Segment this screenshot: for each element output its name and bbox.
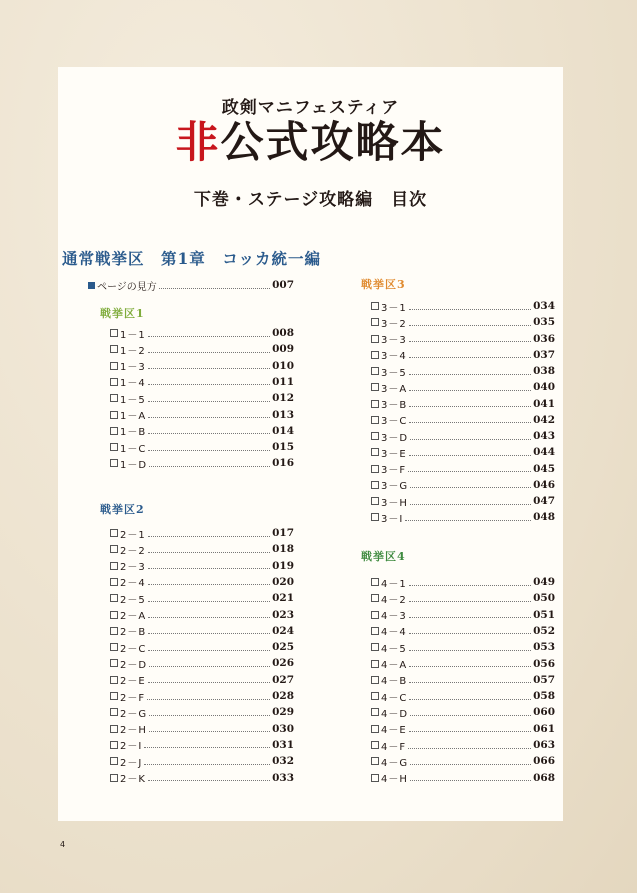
toc-entry[interactable] [371, 771, 555, 785]
toc-entry-label: 1－4 [120, 378, 146, 390]
toc-entry-page: 063 [533, 739, 555, 751]
toc-entry-page: 057 [533, 673, 555, 686]
toc-entry[interactable] [110, 440, 294, 454]
leader-dots [405, 520, 531, 521]
leader-dots [148, 536, 270, 537]
toc-entry[interactable] [110, 359, 294, 373]
toc-entry[interactable] [110, 375, 294, 389]
leader-dots [148, 682, 270, 683]
toc-entry-page: 035 [533, 316, 555, 329]
leader-dots [409, 617, 531, 618]
toc-entry[interactable] [110, 771, 294, 785]
toc-entry[interactable] [110, 326, 294, 340]
toc-entry-page: 051 [533, 608, 555, 621]
toc-entry-label: 3－3 [381, 335, 407, 346]
toc-entry[interactable] [371, 299, 555, 313]
checkbox-icon [371, 416, 379, 424]
toc-entry[interactable] [110, 640, 294, 654]
super-title: 政剣マニフェスティア [221, 98, 400, 118]
toc-entry[interactable] [371, 575, 555, 589]
checkbox-icon [110, 545, 118, 553]
checkbox-icon [371, 627, 379, 635]
toc-entry-label: 2－I [120, 741, 143, 753]
toc-entry-label: 4－2 [381, 594, 407, 606]
checkbox-icon [371, 302, 379, 310]
toc-entry-page: 066 [533, 755, 555, 768]
leader-dots [149, 466, 270, 467]
toc-entry[interactable] [110, 624, 294, 638]
toc-entry[interactable] [371, 413, 555, 427]
leader-dots [409, 682, 531, 683]
toc-entry-page: 044 [533, 446, 555, 459]
leader-dots [409, 422, 531, 423]
toc-entry-page: 034 [533, 300, 555, 312]
toc-entry[interactable] [371, 657, 555, 671]
toc-entry[interactable] [371, 624, 555, 638]
toc-subtitle: 下巻・ステージ攻略編 目次 [193, 190, 428, 210]
toc-entry-label: 3－5 [381, 367, 407, 379]
toc-entry-page: 017 [272, 527, 294, 539]
checkbox-icon [110, 329, 118, 337]
leader-dots [410, 504, 531, 505]
toc-entry-label: 1－1 [120, 329, 146, 341]
toc-entry-label: 2－K [120, 774, 146, 785]
toc-entry-label: 2－D [120, 659, 148, 671]
toc-entry-page: 031 [272, 738, 294, 751]
toc-entry-page: 019 [272, 559, 294, 572]
checkbox-icon [371, 774, 379, 782]
toc-entry[interactable] [371, 478, 555, 492]
toc-entry-label: 2－J [120, 757, 143, 769]
checkbox-icon [110, 378, 118, 386]
checkbox-icon [110, 529, 118, 537]
toc-entry-label: 1－B [120, 427, 147, 439]
toc-entry[interactable] [371, 494, 555, 508]
checkbox-icon [110, 627, 118, 635]
checkbox-icon [371, 708, 379, 716]
toc-entry-page: 058 [533, 690, 555, 703]
toc-entry-label: 2－C [120, 643, 147, 655]
toc-entry-label: 2－E [120, 676, 146, 688]
checkbox-icon [110, 394, 118, 402]
toc-entry[interactable] [110, 424, 294, 438]
checkbox-icon [371, 318, 379, 326]
toc-entry[interactable] [371, 445, 555, 459]
toc-entry[interactable] [371, 591, 555, 605]
leader-dots [410, 715, 531, 716]
checkbox-icon [371, 351, 379, 359]
toc-entry-label: 4－H [381, 774, 408, 786]
toc-entry-label: 1－2 [120, 345, 146, 357]
leader-dots [148, 417, 270, 418]
leader-dots [410, 439, 531, 440]
toc-entry-page: 056 [533, 657, 555, 670]
leader-dots [409, 309, 531, 310]
leader-dots [148, 552, 270, 553]
toc-entry-page: 032 [272, 755, 294, 768]
toc-entry-page: 012 [272, 392, 294, 405]
toc-entry-label: 2－3 [120, 562, 146, 574]
toc-entry-page: 046 [533, 478, 555, 491]
toc-entry[interactable] [110, 738, 294, 752]
leader-dots [148, 568, 270, 569]
toc-entry[interactable] [371, 673, 555, 687]
leader-dots [148, 368, 270, 369]
toc-entry-label: 4－4 [381, 627, 407, 639]
leader-dots [409, 357, 531, 358]
toc-entry[interactable] [110, 673, 294, 687]
leader-dots [148, 584, 270, 585]
checkbox-icon [110, 659, 118, 667]
toc-entry-page: 040 [533, 381, 555, 394]
leader-dots [410, 487, 531, 488]
leader-dots [409, 601, 531, 602]
checkbox-icon [110, 411, 118, 419]
leader-dots [148, 401, 270, 402]
toc-entry-label: 3－C [381, 416, 408, 428]
toc-entry-label: 4－G [381, 757, 409, 769]
checkbox-icon [110, 427, 118, 435]
toc-entry-page: 036 [533, 332, 555, 345]
toc-entry[interactable] [110, 526, 294, 540]
toc-entry[interactable] [371, 689, 555, 703]
checkbox-icon [371, 611, 379, 619]
leader-dots [409, 341, 531, 342]
toc-entry[interactable] [110, 722, 294, 736]
toc-entry-label: 3－B [381, 400, 408, 411]
toc-entry-label: 2－H [120, 725, 147, 737]
toc-entry-label: 4－1 [381, 578, 407, 590]
toc-entry[interactable] [371, 462, 555, 476]
checkbox-icon [110, 578, 118, 586]
toc-entry-label: 3－G [381, 481, 409, 493]
checkbox-icon [371, 497, 379, 505]
leader-dots [409, 633, 531, 634]
leader-dots [148, 650, 270, 651]
toc-entry[interactable] [110, 559, 294, 573]
leader-dots [147, 699, 270, 700]
toc-entry-label: 2－4 [120, 578, 146, 590]
checkbox-icon [371, 757, 379, 765]
leader-dots [409, 390, 531, 391]
toc-entry-label: 4－D [381, 708, 409, 720]
leader-dots [148, 617, 270, 618]
toc-entry-label: 1－3 [120, 362, 146, 374]
toc-entry-label: 3－E [381, 448, 407, 460]
toc-entry[interactable] [371, 722, 555, 736]
leader-dots [409, 374, 531, 375]
toc-entry-page: 050 [533, 592, 555, 605]
toc-entry-label: 2－1 [120, 529, 146, 541]
toc-entry-page: 060 [533, 706, 555, 719]
toc-entry-label: 4－B [381, 676, 408, 688]
toc-entry-page: 052 [533, 624, 555, 637]
toc-entry-page: 038 [533, 365, 555, 377]
section-heading: 戦挙区2 [100, 503, 145, 516]
toc-entry-page: 021 [272, 592, 294, 605]
toc-entry-label: 4－E [381, 725, 407, 737]
checkbox-icon [371, 643, 379, 651]
section-heading: 戦挙区4 [361, 550, 406, 563]
toc-entry[interactable] [110, 542, 294, 556]
checkbox-icon [371, 660, 379, 668]
checkbox-icon [371, 383, 379, 391]
leader-dots [408, 471, 531, 472]
toc-entry-page: 011 [272, 375, 294, 388]
leader-dots [409, 585, 531, 586]
checkbox-icon [110, 643, 118, 651]
toc-entry[interactable] [110, 342, 294, 356]
toc-entry[interactable] [110, 705, 294, 719]
toc-entry-label: 4－C [381, 692, 408, 704]
toc-entry-page: 018 [272, 543, 294, 556]
toc-entry-page: 061 [533, 722, 555, 735]
toc-entry[interactable] [371, 380, 555, 394]
toc-entry-page: 068 [533, 771, 555, 784]
toc-entry-page: 007 [272, 279, 294, 291]
checkbox-icon [371, 594, 379, 602]
toc-entry[interactable] [371, 397, 555, 411]
leader-dots [148, 601, 270, 602]
toc-entry[interactable] [371, 364, 555, 378]
toc-entry[interactable] [110, 754, 294, 768]
toc-entry-label: 3－D [381, 432, 409, 444]
toc-entry-page: 030 [272, 722, 294, 735]
leader-dots [148, 336, 270, 337]
checkbox-icon [371, 578, 379, 586]
chapter-heading: 通常戦挙区 第1章 コッカ統一編 [62, 249, 321, 268]
toc-entry-page: 045 [533, 462, 555, 475]
toc-entry-label: 1－A [120, 411, 147, 422]
checkbox-icon [371, 692, 379, 700]
checkbox-icon [371, 335, 379, 343]
checkbox-icon [371, 432, 379, 440]
toc-entry-page: 013 [272, 408, 294, 421]
toc-entry[interactable] [110, 689, 294, 703]
toc-entry[interactable] [371, 348, 555, 362]
toc-entry[interactable] [110, 456, 294, 470]
toc-entry-page: 033 [272, 771, 294, 784]
toc-entry-page: 053 [533, 641, 555, 654]
toc-entry[interactable] [371, 754, 555, 768]
toc-entry-label: 3－I [381, 513, 404, 525]
toc-entry-page: 020 [272, 575, 294, 588]
leader-dots [409, 325, 531, 326]
checkbox-icon [371, 481, 379, 489]
toc-entry-page: 029 [272, 706, 294, 719]
toc-entry-label: 2－A [120, 611, 147, 622]
leader-dots [410, 780, 531, 781]
toc-entry[interactable] [371, 332, 555, 346]
toc-entry-label: 2－G [120, 708, 148, 720]
toc-entry[interactable] [371, 608, 555, 622]
toc-entry-page: 042 [533, 413, 555, 426]
leader-dots [144, 747, 270, 748]
book-title-rest: 公式攻略本 [220, 118, 446, 168]
leader-dots [149, 731, 270, 732]
toc-entry-page: 048 [533, 511, 555, 524]
checkbox-icon [110, 676, 118, 684]
toc-entry-label: 3－2 [381, 318, 407, 330]
leader-dots [148, 352, 270, 353]
toc-entry[interactable] [371, 315, 555, 329]
toc-entry[interactable] [110, 656, 294, 670]
toc-entry-page: 026 [272, 657, 294, 670]
checkbox-icon [371, 513, 379, 521]
checkbox-icon [110, 459, 118, 467]
toc-entry-page: 047 [533, 495, 555, 507]
book-title-accent: 非 [175, 118, 221, 168]
checkbox-icon [371, 400, 379, 408]
toc-entry[interactable] [371, 705, 555, 719]
leader-dots [144, 764, 270, 765]
checkbox-icon [371, 725, 379, 733]
toc-entry-page: 023 [272, 608, 294, 621]
leader-dots [409, 650, 531, 651]
square-bullet-icon [88, 282, 95, 289]
checkbox-icon [110, 443, 118, 451]
toc-entry-page: 043 [533, 430, 555, 442]
toc-entry-label: 3－H [381, 497, 408, 509]
checkbox-icon [110, 611, 118, 619]
toc-entry-label: 4－F [381, 741, 407, 753]
toc-entry-label: 3－4 [381, 351, 407, 363]
toc-entry[interactable] [371, 429, 555, 443]
leader-dots [149, 666, 270, 667]
toc-entry-label: 2－5 [120, 594, 146, 606]
toc-entry-page: 024 [272, 624, 294, 637]
toc-entry-page: 041 [533, 397, 555, 410]
toc-entry[interactable] [110, 408, 294, 422]
leader-dots [410, 764, 531, 765]
toc-entry-page: 028 [272, 690, 294, 702]
checkbox-icon [371, 448, 379, 456]
leader-dots [409, 455, 531, 456]
toc-entry-label: ページの見方 [97, 281, 157, 293]
toc-entry-page: 014 [272, 424, 294, 437]
section-heading: 戦挙区3 [361, 278, 406, 291]
toc-entry-label: 2－2 [120, 545, 146, 557]
toc-entry-page: 037 [533, 348, 555, 361]
checkbox-icon [110, 362, 118, 370]
checkbox-icon [371, 741, 379, 749]
toc-entry[interactable] [371, 738, 555, 752]
toc-entry[interactable] [110, 575, 294, 589]
checkbox-icon [371, 465, 379, 473]
leader-dots [409, 406, 531, 407]
toc-entry-label: 1－5 [120, 394, 146, 406]
checkbox-icon [110, 741, 118, 749]
toc-entry-label: 1－D [120, 459, 148, 471]
toc-entry[interactable] [371, 640, 555, 654]
section-heading: 戦挙区1 [100, 307, 145, 320]
checkbox-icon [110, 562, 118, 570]
checkbox-icon [110, 774, 118, 782]
leader-dots [149, 715, 270, 716]
toc-page [58, 67, 563, 821]
toc-entry-label: 1－C [120, 443, 147, 455]
toc-entry-page: 016 [272, 457, 294, 470]
checkbox-icon [110, 345, 118, 353]
toc-entry-label: 3－1 [381, 302, 407, 314]
toc-entry-label: 2－F [120, 692, 146, 704]
leader-dots [159, 288, 270, 289]
toc-entry[interactable] [371, 510, 555, 524]
checkbox-icon [110, 594, 118, 602]
toc-entry-label: 3－F [381, 465, 407, 476]
leader-dots [148, 450, 270, 451]
leader-dots [148, 633, 270, 634]
toc-entry[interactable] [110, 608, 294, 622]
toc-entry-label: 4－5 [381, 643, 407, 655]
toc-entry-label: 4－A [381, 660, 408, 671]
checkbox-icon [371, 367, 379, 375]
toc-entry-label: 2－B [120, 627, 147, 639]
toc-entry-page: 009 [272, 343, 294, 356]
checkbox-icon [371, 676, 379, 684]
leader-dots [148, 780, 270, 781]
checkbox-icon [110, 692, 118, 700]
leader-dots [408, 748, 531, 749]
toc-entry-page: 010 [272, 359, 294, 372]
leader-dots [148, 384, 270, 385]
checkbox-icon [110, 725, 118, 733]
toc-entry-label: 4－3 [381, 611, 407, 623]
toc-entry-page: 008 [272, 327, 294, 339]
toc-entry-label: 3－A [381, 383, 408, 395]
checkbox-icon [110, 757, 118, 765]
leader-dots [409, 666, 531, 667]
toc-entry-page: 015 [272, 441, 294, 454]
folio-page-number: 4 [60, 840, 66, 849]
leader-dots [148, 433, 270, 434]
book-title [58, 116, 563, 170]
toc-entry-page: 025 [272, 641, 294, 654]
toc-entry-page: 027 [272, 673, 294, 686]
toc-entry[interactable] [110, 391, 294, 405]
leader-dots [409, 731, 531, 732]
leader-dots [409, 699, 531, 700]
toc-entry[interactable] [110, 591, 294, 605]
toc-entry-overview[interactable] [88, 278, 294, 292]
checkbox-icon [110, 708, 118, 716]
toc-entry-page: 049 [533, 576, 555, 588]
